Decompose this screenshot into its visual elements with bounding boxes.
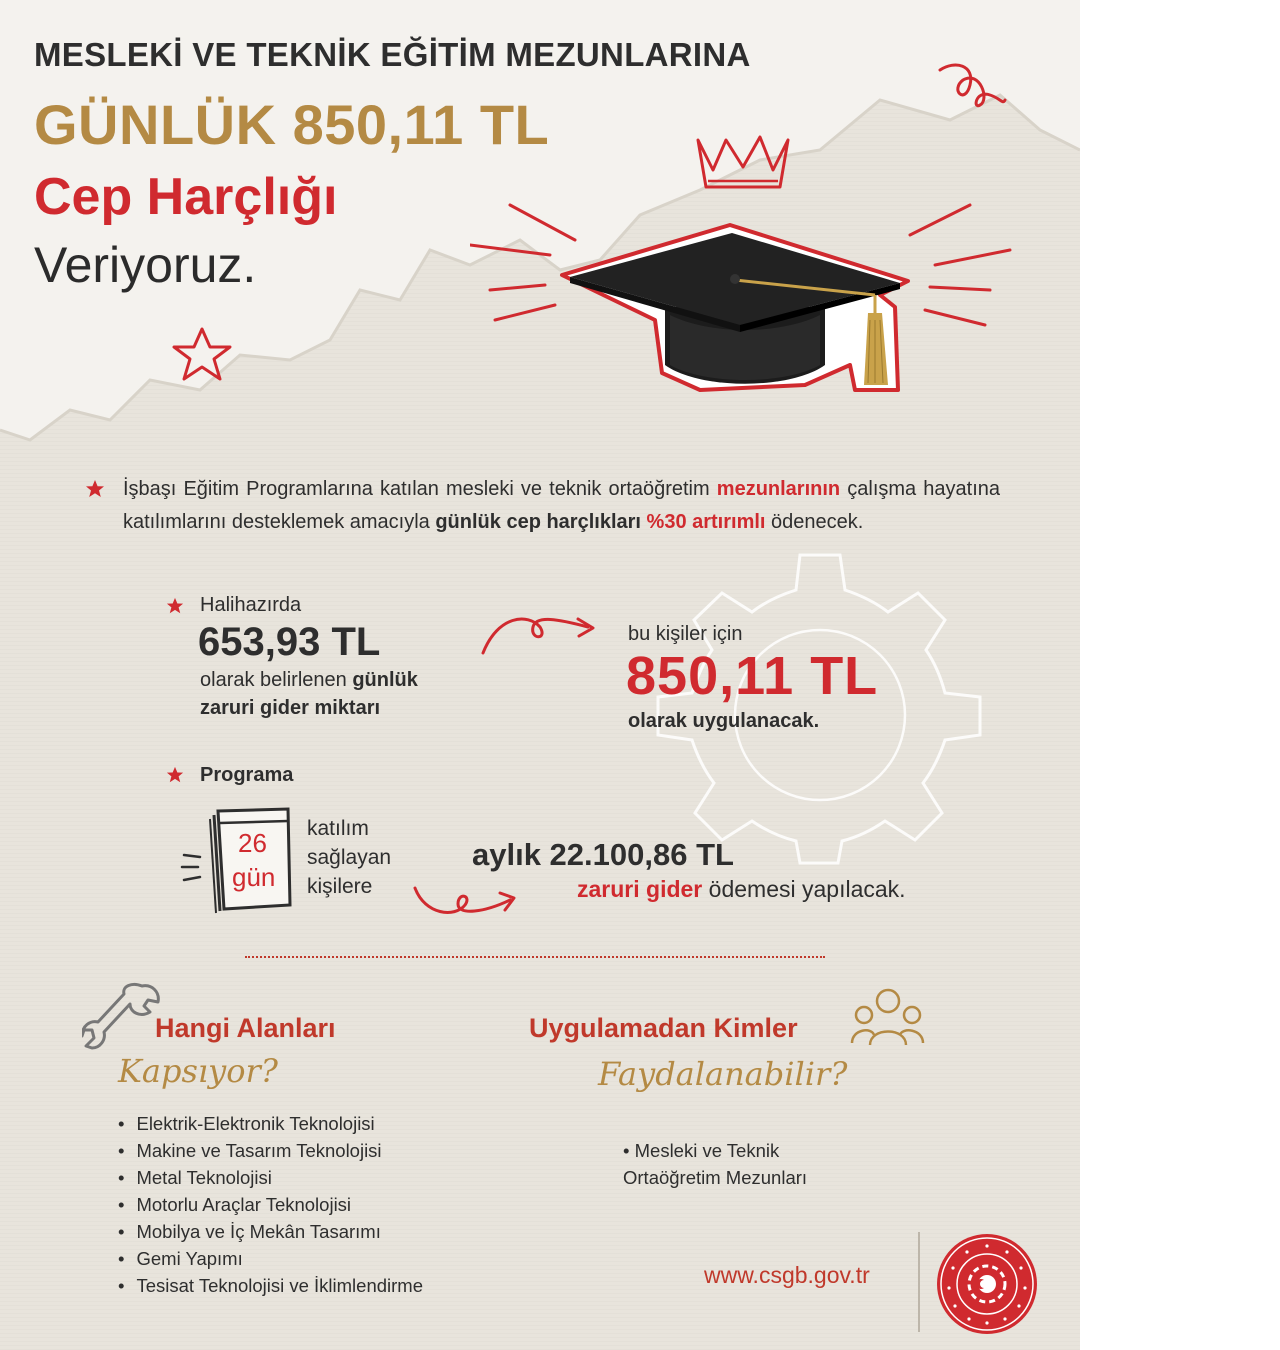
- list-item: • Makine ve Tasarım Teknolojisi: [118, 1140, 423, 1167]
- current-desc-prefix: olarak belirlenen: [200, 669, 353, 691]
- list-item: • Tesisat Teknolojisi ve İklimlendirme: [118, 1275, 423, 1302]
- list-item: • Motorlu Araçlar Teknolojisi: [118, 1194, 423, 1221]
- ministry-seal-icon: [935, 1232, 1040, 1337]
- list-item: • Metal Teknolojisi: [118, 1167, 423, 1194]
- intro-text-1: İşbaşı Eğitim Programlarına katılan mesleki ve teknik ortaöğretim: [123, 478, 717, 500]
- star-bullet-icon: [166, 597, 184, 615]
- website-link[interactable]: www.csgb.gov.tr: [704, 1262, 870, 1288]
- section-divider: [245, 956, 825, 958]
- list-item: • Mobilya ve İç Mekân Tasarımı: [118, 1221, 423, 1248]
- monthly-description: [577, 876, 906, 903]
- arrow-loop-icon: [410, 880, 525, 925]
- graduation-cap-icon: [470, 195, 1030, 415]
- calendar-days-unit: gün: [232, 862, 276, 892]
- star-doodle-icon: [170, 325, 235, 385]
- current-desc-daily: günlük: [352, 669, 418, 691]
- current-amount: 653,93 TL: [198, 620, 381, 664]
- beneficiaries-title: Uygulamadan Kimler: [529, 1013, 798, 1043]
- areas-title: Hangi Alanları: [155, 1013, 336, 1043]
- arrow-loop-icon: [478, 605, 608, 660]
- current-description-line1: [200, 669, 418, 692]
- pocket-money-title: Cep Harçlığı: [34, 168, 338, 226]
- crown-icon: [688, 125, 798, 195]
- new-rate-description: olarak uygulanacak.: [628, 710, 820, 732]
- page-margin: [1080, 0, 1280, 1350]
- star-bullet-icon: [166, 766, 184, 784]
- calendar-days-number: 26: [238, 828, 267, 858]
- beneficiaries-item-line2: Ortaöğretim Mezunları: [623, 1167, 808, 1188]
- participation-line2: sağlayan: [307, 846, 392, 869]
- monthly-red-text: zaruri gider: [577, 876, 703, 902]
- people-group-icon: [850, 985, 925, 1050]
- monthly-amount: aylık 22.100,86 TL: [472, 837, 734, 872]
- new-rate-label: bu kişiler için: [628, 623, 743, 645]
- areas-list: [118, 1113, 423, 1302]
- footer-divider: [918, 1232, 920, 1332]
- giving-title: Veriyoruz.: [34, 237, 257, 293]
- daily-amount-title: GÜNLÜK 850,11 TL: [34, 93, 550, 156]
- headline: MESLEKİ VE TEKNİK EĞİTİM MEZUNLARINA: [34, 36, 751, 73]
- participation-line3: kişilere: [307, 875, 373, 898]
- list-item: • Gemi Yapımı: [118, 1248, 423, 1275]
- intro-text-4: ödenecek.: [765, 511, 864, 533]
- current-description-line2: zaruri gider miktarı: [200, 697, 381, 719]
- program-label: Programa: [200, 764, 294, 786]
- new-rate-amount: 850,11 TL: [626, 646, 879, 706]
- curl-doodle-icon: [935, 60, 1010, 120]
- star-bullet-icon: [85, 479, 105, 499]
- beneficiaries-script-title: Faydalanabilir?: [598, 1055, 848, 1093]
- calendar-icon: [180, 805, 295, 915]
- intro-paragraph: [85, 473, 1000, 539]
- monthly-rest-text: ödemesi yapılacak.: [702, 876, 906, 902]
- intro-text-2: çalışma hayatına katılımlarını desteklemek amacıyla: [123, 478, 1000, 533]
- participation-line1: katılım: [307, 817, 369, 840]
- intro-highlight-graduates: mezunlarının: [716, 478, 841, 500]
- list-item: • Elektrik-Elektronik Teknolojisi: [118, 1113, 423, 1140]
- intro-highlight-allowance: günlük cep harçlıkları: [435, 511, 641, 533]
- wrench-icon: [82, 980, 162, 1055]
- intro-highlight-increase: %30 artırımlı: [646, 511, 766, 533]
- beneficiaries-item-line1: • Mesleki ve Teknik: [623, 1140, 780, 1161]
- areas-script-title: Kapsıyor?: [118, 1052, 278, 1090]
- current-label: Halihazırda: [200, 594, 302, 616]
